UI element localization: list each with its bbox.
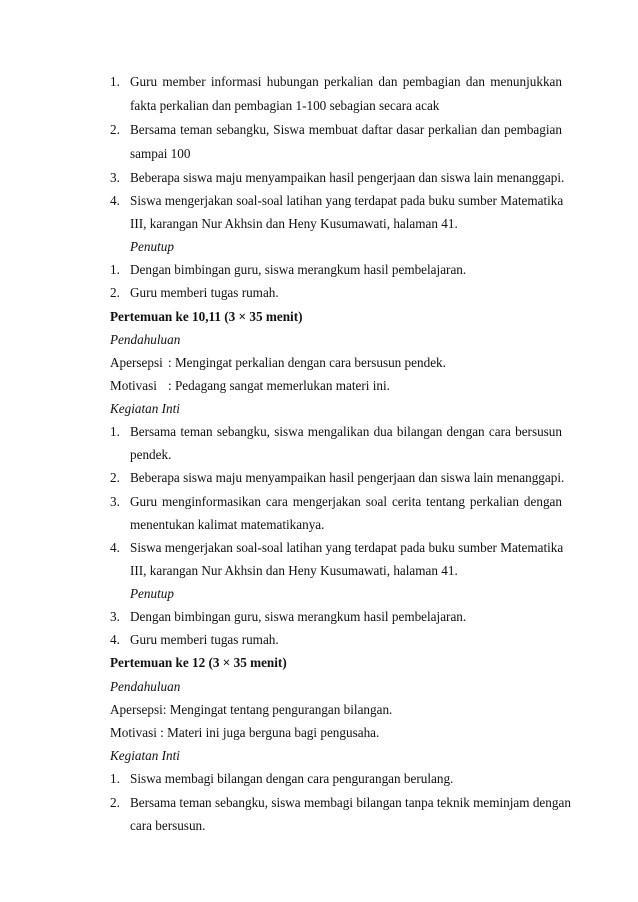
apersepsi-line — [110, 355, 562, 371]
item-text-continued: cara bersusun. — [130, 818, 206, 833]
section-label-pendahuluan: Pendahuluan — [110, 679, 181, 694]
item-number: 1. — [110, 74, 120, 89]
motivasi-line — [110, 378, 562, 394]
item-text-continued: sampai 100 — [130, 146, 191, 161]
item-text: Guru memberi tugas rumah. — [130, 285, 279, 300]
section-heading: Pertemuan ke 10,11 (3 × 35 menit) — [110, 309, 303, 324]
item-text-continued: fakta perkalian dan pembagian 1-100 sebagian secara acak — [130, 98, 440, 113]
list-item — [110, 122, 562, 138]
item-number: 1. — [110, 771, 120, 786]
item-text: Guru menginformasikan cara mengerjakan soal cerita tentang perkalian dengan — [130, 494, 562, 509]
list-item — [110, 74, 562, 90]
section-label-pendahuluan: Pendahuluan — [110, 332, 181, 347]
item-number: 1. — [110, 262, 120, 277]
item-text: Siswa mengerjakan soal-soal latihan yang terdapat pada buku sumber Matematika — [130, 193, 564, 208]
item-text: Beberapa siswa maju menyampaikan hasil pengerjaan dan siswa lain menanggapi. — [130, 470, 565, 485]
item-number: 2. — [110, 285, 120, 300]
list-item — [110, 609, 562, 625]
item-text: Bersama teman sebangku, Siswa membuat daftar dasar perkalian dan pembagian — [130, 122, 562, 137]
item-text: Dengan bimbingan guru, siswa merangkum hasil pembelajaran. — [130, 609, 467, 624]
section-label-penutup: Penutup — [130, 586, 174, 601]
item-number: 3. — [110, 609, 120, 624]
item-number: 2. — [110, 470, 120, 485]
apersepsi-text: : Mengingat perkalian dengan cara bersusun pendek. — [168, 355, 446, 370]
item-number: 2. — [110, 795, 120, 810]
item-number: 1. — [110, 424, 120, 439]
item-text: Guru memberi tugas rumah. — [130, 632, 279, 647]
item-number: 3. — [110, 170, 120, 185]
list-item — [110, 262, 562, 278]
item-text-continued: III, karangan Nur Akhsin dan Heny Kusumawati, halaman 41. — [130, 563, 458, 578]
list-item — [110, 540, 562, 556]
motivasi-text: : Pedagang sangat memerlukan materi ini. — [168, 378, 390, 393]
list-item — [110, 193, 562, 209]
motivasi-line: Motivasi : Materi ini juga berguna bagi pengusaha. — [110, 725, 380, 740]
item-number: 2. — [110, 122, 120, 137]
list-item — [110, 170, 565, 186]
item-text: Bersama teman sebangku, siswa mengalikan dua bilangan dengan cara bersusun — [130, 424, 562, 439]
section-heading: Pertemuan ke 12 (3 × 35 menit) — [110, 655, 287, 670]
item-text: Bersama teman sebangku, siswa membagi bilangan tanpa teknik meminjam dengan — [130, 795, 571, 810]
apersepsi-label: Apersepsi — [110, 355, 163, 370]
item-text-continued: menentukan kalimat matematikanya. — [130, 517, 325, 532]
item-text-continued: pendek. — [130, 447, 172, 462]
list-item — [110, 795, 571, 811]
item-text: Guru member informasi hubungan perkalian dan pembagian dan menunjukkan — [130, 74, 562, 89]
section-label-kegiatan-inti: Kegiatan Inti — [110, 748, 180, 763]
apersepsi-line: Apersepsi: Mengingat tentang pengurangan bilangan. — [110, 702, 393, 717]
section-label-kegiatan-inti: Kegiatan Inti — [110, 401, 180, 416]
motivasi-label: Motivasi — [110, 378, 157, 393]
list-item — [110, 470, 565, 486]
list-item — [110, 424, 562, 440]
list-item — [110, 771, 562, 787]
item-text-continued: III, karangan Nur Akhsin dan Heny Kusumawati, halaman 41. — [130, 216, 458, 231]
item-number: 4. — [110, 632, 120, 647]
section-label-penutup: Penutup — [130, 239, 174, 254]
item-text: Siswa membagi bilangan dengan cara pengurangan berulang. — [130, 771, 454, 786]
list-item — [110, 632, 562, 648]
list-item — [110, 285, 562, 301]
list-item — [110, 494, 562, 510]
item-text: Dengan bimbingan guru, siswa merangkum hasil pembelajaran. — [130, 262, 467, 277]
item-number: 3. — [110, 494, 120, 509]
item-text: Siswa mengerjakan soal-soal latihan yang terdapat pada buku sumber Matematika — [130, 540, 564, 555]
item-number: 4. — [110, 193, 120, 208]
item-number: 4. — [110, 540, 120, 555]
item-text: Beberapa siswa maju menyampaikan hasil pengerjaan dan siswa lain menanggapi. — [130, 170, 565, 185]
